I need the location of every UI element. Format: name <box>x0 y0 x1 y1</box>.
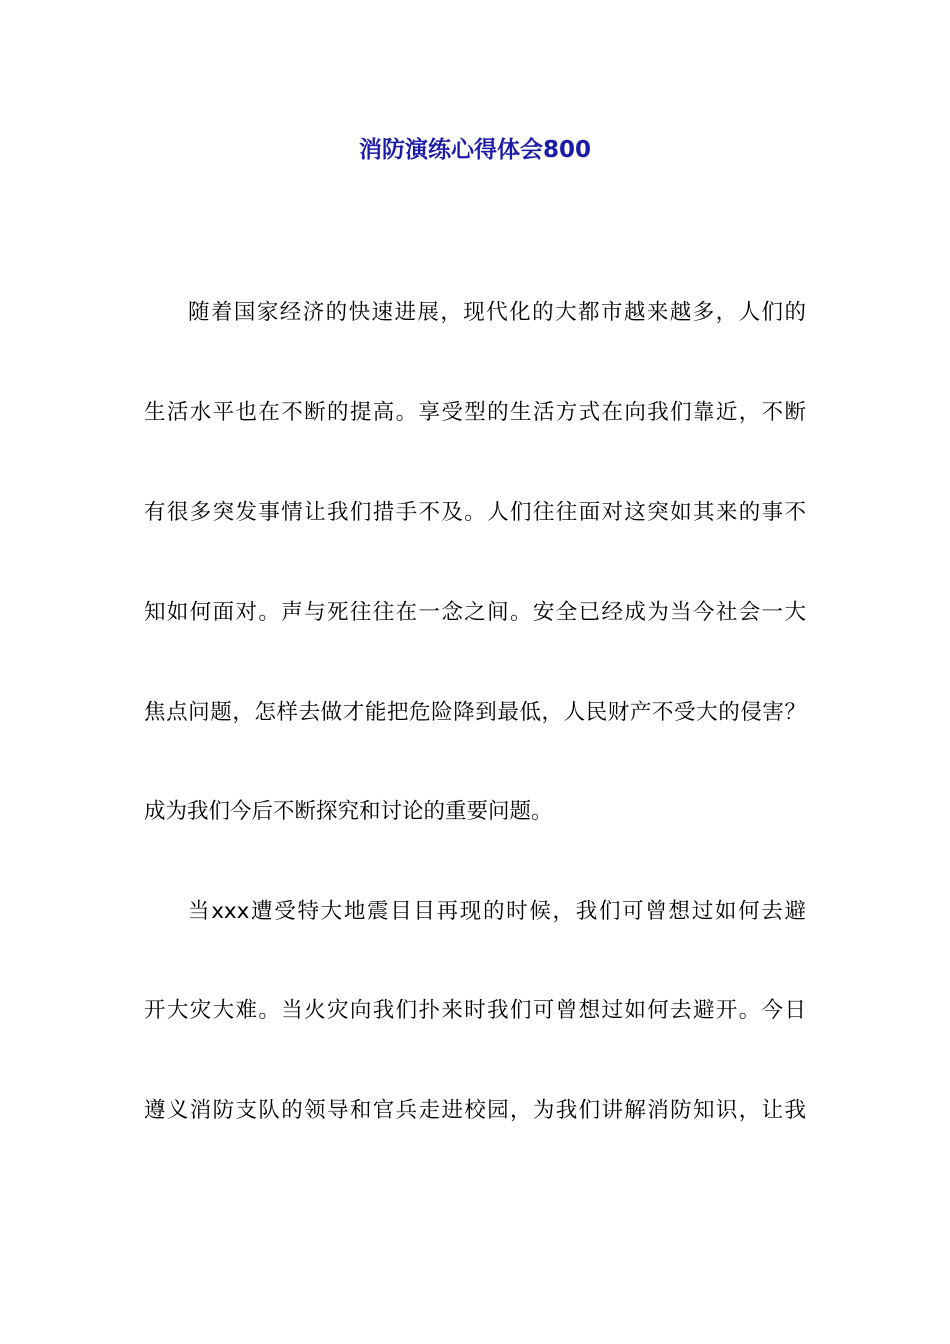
paragraph-line: 随着国家经济的快速进展，现代化的大都市越来越多，人们的 <box>188 300 806 325</box>
paragraph-line: 开大灾大难。当火灾向我们扑来时我们可曾想过如何去避开。今日 <box>144 998 806 1023</box>
paragraph-line: 成为我们今后不断探究和讨论的重要问题。 <box>144 799 553 824</box>
paragraph-line: 当xxx遭受特大地震目目再现的时候，我们可曾想过如何去避 <box>188 899 806 924</box>
paragraph-line: 生活水平也在不断的提高。享受型的生活方式在向我们靠近，不断 <box>144 400 806 425</box>
document-title: 消防演练心得体会800 <box>358 137 591 163</box>
paragraph-line: 知如何面对。声与死往往在一念之间。安全已经成为当今社会一大 <box>144 600 806 625</box>
paragraph-line: 遵义消防支队的领导和官兵走进校园，为我们讲解消防知识，让我 <box>144 1098 806 1123</box>
paragraph-line: 焦点问题，怎样去做才能把危险降到最低，人民财产不受大的侵害？ <box>144 700 806 725</box>
paragraph-line: 有很多突发事情让我们措手不及。人们往往面对这突如其来的事不 <box>144 500 806 525</box>
